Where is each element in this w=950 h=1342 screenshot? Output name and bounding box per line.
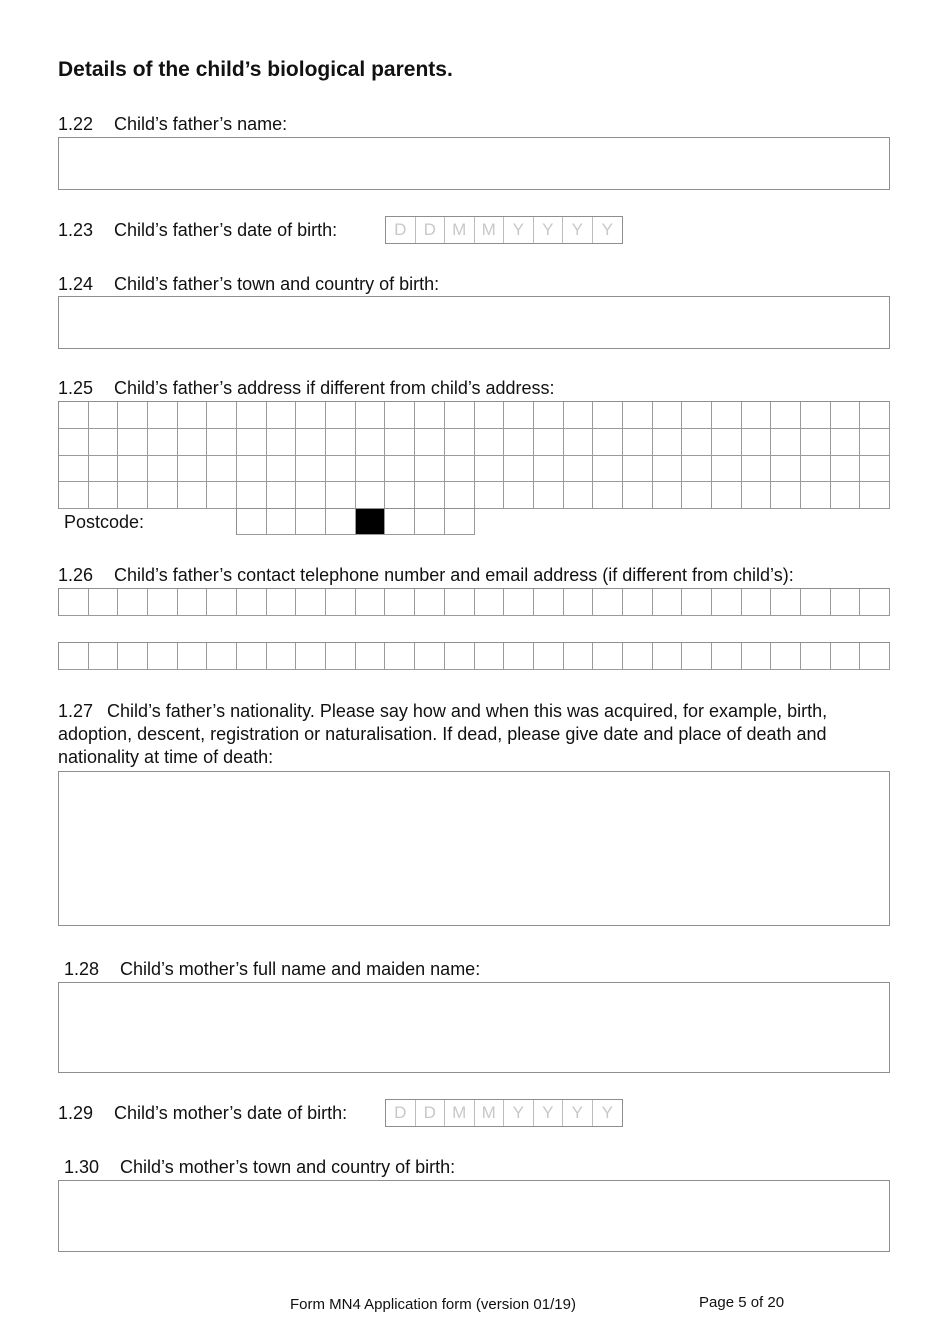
grid-cell[interactable]: [89, 429, 119, 456]
grid-cell[interactable]: [623, 589, 653, 616]
grid-cell[interactable]: [742, 589, 772, 616]
grid-cell[interactable]: [534, 482, 564, 509]
grid-cell[interactable]: [831, 456, 861, 483]
grid-cell[interactable]: [445, 482, 475, 509]
grid-cell[interactable]: [356, 482, 386, 509]
dob-cell[interactable]: M: [445, 217, 475, 243]
grid-cell[interactable]: [267, 456, 297, 483]
grid-cell[interactable]: [326, 482, 356, 509]
grid-cell[interactable]: [267, 643, 297, 670]
dob-cell[interactable]: Y: [601, 1103, 613, 1122]
grid-cell[interactable]: [534, 643, 564, 670]
grid-cell[interactable]: [742, 482, 772, 509]
grid-cell[interactable]: [860, 429, 890, 456]
grid-cell[interactable]: [831, 482, 861, 509]
grid-cell[interactable]: [178, 643, 208, 670]
grid-cell[interactable]: [267, 429, 297, 456]
grid-cell[interactable]: [415, 482, 445, 509]
grid-cell[interactable]: [801, 402, 831, 429]
grid-cell[interactable]: [831, 643, 861, 670]
grid-cell[interactable]: [59, 589, 89, 616]
grid-cell[interactable]: [475, 456, 505, 483]
grid-cell[interactable]: [623, 429, 653, 456]
q128-label: 1.28 Child’s mother’s full name and maiden name:: [64, 959, 481, 979]
dob-cell[interactable]: D: [386, 1100, 416, 1126]
dob-cell[interactable]: Y: [534, 1100, 564, 1126]
grid-cell[interactable]: [682, 589, 712, 616]
grid-cell[interactable]: [178, 589, 208, 616]
grid-cell[interactable]: [742, 429, 772, 456]
grid-cell[interactable]: [326, 456, 356, 483]
grid-cell[interactable]: [534, 429, 564, 456]
grid-cell[interactable]: [326, 429, 356, 456]
grid-cell[interactable]: [385, 482, 415, 509]
grid-cell[interactable]: [415, 402, 445, 429]
grid-cell[interactable]: [296, 643, 326, 670]
grid-cell[interactable]: [296, 429, 326, 456]
dob-cell[interactable]: Y: [601, 220, 613, 239]
postcode-cell[interactable]: [267, 509, 297, 535]
grid-cell[interactable]: [415, 429, 445, 456]
grid-cell[interactable]: [415, 589, 445, 616]
grid-cell[interactable]: [623, 643, 653, 670]
dob-cell[interactable]: M: [475, 217, 505, 243]
grid-cell[interactable]: [653, 482, 683, 509]
grid-cell[interactable]: [682, 429, 712, 456]
grid-cell[interactable]: [564, 589, 594, 616]
grid-cell[interactable]: [178, 402, 208, 429]
grid-cell[interactable]: [207, 643, 237, 670]
grid-cell[interactable]: [385, 589, 415, 616]
grid-cell[interactable]: [207, 429, 237, 456]
grid-cell[interactable]: [860, 589, 890, 616]
grid-cell[interactable]: [89, 402, 119, 429]
grid-cell[interactable]: [148, 482, 178, 509]
grid-cell[interactable]: [296, 456, 326, 483]
grid-cell[interactable]: [296, 482, 326, 509]
grid-cell[interactable]: [771, 589, 801, 616]
grid-cell[interactable]: [326, 643, 356, 670]
grid-cell[interactable]: [504, 589, 534, 616]
grid-cell[interactable]: [771, 643, 801, 670]
grid-cell[interactable]: [682, 643, 712, 670]
grid-cell[interactable]: [89, 643, 119, 670]
grid-cell[interactable]: [296, 402, 326, 429]
grid-cell[interactable]: [475, 589, 505, 616]
father-name-field[interactable]: [58, 137, 890, 190]
father-phone-grid[interactable]: [58, 588, 890, 616]
dob-cell[interactable]: D: [416, 217, 446, 243]
grid-cell[interactable]: [653, 589, 683, 616]
grid-cell[interactable]: [148, 402, 178, 429]
postcode-cell[interactable]: [296, 509, 326, 535]
grid-cell[interactable]: [860, 482, 890, 509]
grid-cell[interactable]: [178, 429, 208, 456]
grid-cell[interactable]: [712, 643, 742, 670]
grid-cell[interactable]: [682, 482, 712, 509]
grid-cell[interactable]: [623, 482, 653, 509]
grid-cell[interactable]: [860, 643, 890, 670]
q123-label: 1.23 Child’s father’s date of birth:: [58, 220, 338, 240]
mother-name-field[interactable]: [58, 982, 890, 1073]
grid-cell[interactable]: [653, 429, 683, 456]
grid-cell[interactable]: [356, 429, 386, 456]
grid-cell[interactable]: [415, 456, 445, 483]
grid-cell[interactable]: [712, 482, 742, 509]
postcode-cell[interactable]: [445, 509, 475, 535]
grid-cell[interactable]: [831, 589, 861, 616]
dob-cell[interactable]: D: [386, 217, 416, 243]
grid-cell[interactable]: [207, 589, 237, 616]
grid-cell[interactable]: [593, 402, 623, 429]
footer-form-id: Form MN4 Application form (version 01/19): [290, 1296, 576, 1313]
grid-cell[interactable]: [504, 643, 534, 670]
grid-cell[interactable]: [712, 429, 742, 456]
grid-cell[interactable]: [445, 643, 475, 670]
grid-cell[interactable]: [237, 589, 267, 616]
grid-cell[interactable]: [475, 482, 505, 509]
grid-cell[interactable]: [564, 402, 594, 429]
grid-cell[interactable]: [385, 456, 415, 483]
grid-cell[interactable]: [564, 482, 594, 509]
grid-cell[interactable]: [534, 456, 564, 483]
grid-cell[interactable]: [89, 482, 119, 509]
grid-cell[interactable]: [237, 429, 267, 456]
q122-label: 1.22 Child’s father’s name:: [58, 114, 288, 134]
grid-cell[interactable]: [831, 402, 861, 429]
grid-cell[interactable]: [445, 589, 475, 616]
grid-cell[interactable]: [712, 402, 742, 429]
grid-cell[interactable]: [623, 456, 653, 483]
postcode-label: Postcode:: [64, 512, 145, 532]
grid-cell[interactable]: [237, 402, 267, 429]
grid-cell[interactable]: [89, 456, 119, 483]
grid-cell[interactable]: [593, 456, 623, 483]
postcode-separator-cell: [356, 509, 386, 535]
postcode-cell[interactable]: [237, 509, 267, 535]
grid-cell[interactable]: [831, 429, 861, 456]
grid-cell[interactable]: [59, 402, 89, 429]
grid-cell[interactable]: [564, 429, 594, 456]
grid-cell[interactable]: [148, 456, 178, 483]
grid-cell[interactable]: [415, 643, 445, 670]
grid-cell[interactable]: [59, 643, 89, 670]
grid-cell[interactable]: [59, 482, 89, 509]
grid-cell[interactable]: [207, 482, 237, 509]
grid-cell[interactable]: [475, 402, 505, 429]
grid-cell[interactable]: [385, 402, 415, 429]
grid-cell[interactable]: [564, 643, 594, 670]
q129-label: 1.29 Child’s mother’s date of birth:: [58, 1103, 348, 1123]
dob-cell[interactable]: D: [416, 1100, 446, 1126]
grid-cell[interactable]: [771, 402, 801, 429]
grid-cell[interactable]: [771, 429, 801, 456]
q127-label: 1.27 Child’s father’s nationality. Please say how and when this was acquired, for example, birth, adoption, descent, registration or naturalisation. If dead, please give date and place of death and nationality at time of death:: [58, 701, 828, 767]
postcode-cell[interactable]: [385, 509, 415, 535]
grid-cell[interactable]: [564, 456, 594, 483]
q126-label: 1.26 Child’s father’s contact telephone number and email address (if different from child’s):: [58, 565, 794, 585]
mother-dob-field[interactable]: [385, 1099, 623, 1127]
grid-cell[interactable]: [385, 643, 415, 670]
grid-cell[interactable]: [593, 643, 623, 670]
grid-cell[interactable]: [356, 643, 386, 670]
father-birthplace-field[interactable]: [58, 296, 890, 349]
dob-cell[interactable]: Y: [563, 217, 593, 243]
grid-cell[interactable]: [504, 402, 534, 429]
grid-cell[interactable]: [771, 482, 801, 509]
grid-cell[interactable]: [89, 589, 119, 616]
grid-cell[interactable]: [593, 589, 623, 616]
grid-cell[interactable]: [178, 482, 208, 509]
grid-cell[interactable]: [356, 402, 386, 429]
grid-cell[interactable]: [504, 429, 534, 456]
father-address-grid[interactable]: [58, 401, 890, 509]
grid-cell[interactable]: [653, 643, 683, 670]
grid-cell[interactable]: [237, 643, 267, 670]
footer-page-number: Page 5 of 20: [699, 1294, 785, 1311]
grid-cell[interactable]: [475, 429, 505, 456]
dob-cell[interactable]: M: [445, 1100, 475, 1126]
grid-cell[interactable]: [207, 402, 237, 429]
grid-cell[interactable]: [445, 402, 475, 429]
father-nationality-field[interactable]: [58, 771, 890, 926]
grid-cell[interactable]: [267, 589, 297, 616]
dob-cell[interactable]: Y: [504, 1100, 534, 1126]
grid-cell[interactable]: [712, 456, 742, 483]
father-postcode-field[interactable]: [236, 508, 475, 535]
father-dob-field[interactable]: [385, 216, 623, 244]
dob-cell[interactable]: M: [475, 1100, 505, 1126]
grid-cell[interactable]: [445, 429, 475, 456]
section-heading: Details of the child’s biological parents.: [58, 58, 453, 81]
grid-cell[interactable]: [682, 456, 712, 483]
grid-cell[interactable]: [534, 402, 564, 429]
grid-cell[interactable]: [742, 456, 772, 483]
grid-cell[interactable]: [237, 456, 267, 483]
grid-cell[interactable]: [118, 482, 148, 509]
grid-cell[interactable]: [59, 456, 89, 483]
grid-cell[interactable]: [326, 402, 356, 429]
mother-birthplace-field[interactable]: [58, 1180, 890, 1252]
grid-cell[interactable]: [356, 589, 386, 616]
q125-label: 1.25 Child’s father’s address if different from child’s address:: [58, 378, 555, 398]
grid-cell[interactable]: [118, 589, 148, 616]
grid-cell[interactable]: [801, 643, 831, 670]
grid-cell[interactable]: [653, 402, 683, 429]
dob-cell[interactable]: Y: [563, 1100, 593, 1126]
grid-cell[interactable]: [712, 589, 742, 616]
grid-cell[interactable]: [801, 589, 831, 616]
father-email-grid[interactable]: [58, 642, 890, 670]
grid-cell[interactable]: [682, 402, 712, 429]
grid-cell[interactable]: [178, 456, 208, 483]
q124-label: 1.24 Child’s father’s town and country of birth:: [58, 274, 440, 294]
grid-cell[interactable]: [623, 402, 653, 429]
grid-cell[interactable]: [59, 429, 89, 456]
grid-cell[interactable]: [385, 429, 415, 456]
grid-cell[interactable]: [653, 456, 683, 483]
grid-cell[interactable]: [148, 589, 178, 616]
grid-cell[interactable]: [801, 482, 831, 509]
grid-cell[interactable]: [771, 456, 801, 483]
postcode-cell[interactable]: [326, 509, 356, 535]
grid-cell[interactable]: [801, 456, 831, 483]
grid-cell[interactable]: [504, 456, 534, 483]
dob-cell[interactable]: Y: [534, 217, 564, 243]
grid-cell[interactable]: [742, 402, 772, 429]
grid-cell[interactable]: [296, 589, 326, 616]
grid-cell[interactable]: [475, 643, 505, 670]
grid-cell[interactable]: [504, 482, 534, 509]
grid-cell[interactable]: [860, 402, 890, 429]
grid-cell[interactable]: [118, 402, 148, 429]
grid-cell[interactable]: [118, 643, 148, 670]
grid-cell[interactable]: [118, 456, 148, 483]
postcode-cell[interactable]: [415, 509, 445, 535]
grid-cell[interactable]: [267, 402, 297, 429]
grid-cell[interactable]: [207, 456, 237, 483]
dob-cell[interactable]: Y: [504, 217, 534, 243]
grid-cell[interactable]: [860, 456, 890, 483]
grid-cell[interactable]: [593, 429, 623, 456]
grid-cell[interactable]: [356, 456, 386, 483]
grid-cell[interactable]: [118, 429, 148, 456]
q130-label: 1.30 Child’s mother’s town and country of birth:: [64, 1157, 456, 1177]
grid-cell[interactable]: [801, 429, 831, 456]
grid-cell[interactable]: [593, 482, 623, 509]
grid-cell[interactable]: [445, 456, 475, 483]
grid-cell[interactable]: [742, 643, 772, 670]
grid-cell[interactable]: [148, 429, 178, 456]
grid-cell[interactable]: [326, 589, 356, 616]
grid-cell[interactable]: [534, 589, 564, 616]
grid-cell[interactable]: [267, 482, 297, 509]
grid-cell[interactable]: [148, 643, 178, 670]
grid-cell[interactable]: [237, 482, 267, 509]
